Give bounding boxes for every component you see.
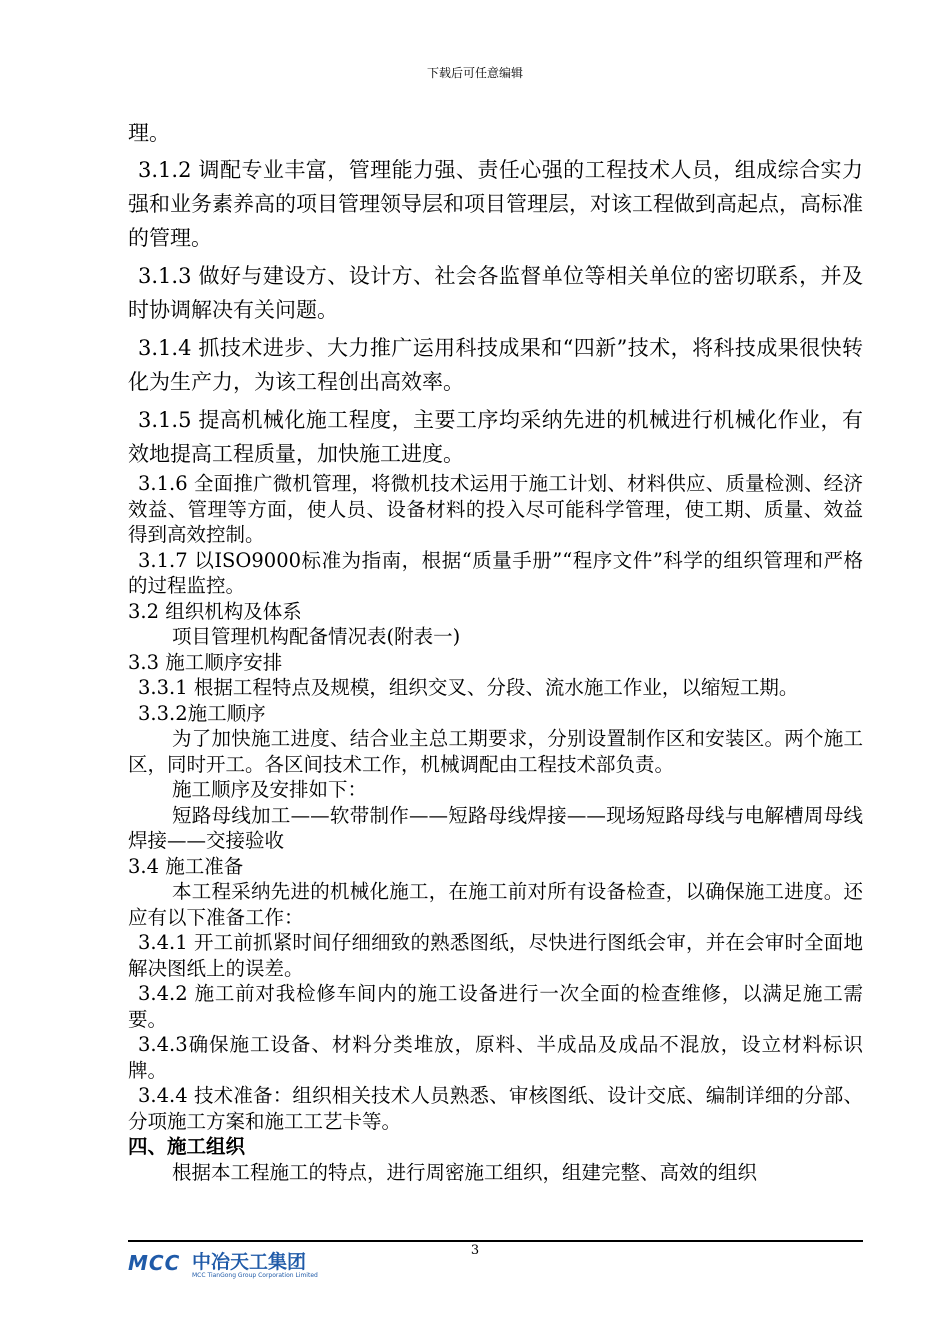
section-heading: 3.3 施工顺序安排 — [128, 650, 283, 674]
paragraph: 施工顺序及安排如下： — [172, 778, 368, 801]
page-header: 下载后可任意编辑 — [426, 66, 523, 80]
logo-subtitle: MCC TianGong Group Corporation Limited — [192, 1272, 318, 1279]
paragraph: 3.1.2 调配专业丰富，管理能力强、责任心强的工程技术人员，组成综合实力强和业务素养高的项目管理领导层和项目管理层，对该工程做到高起点，高标准的管理。 — [128, 158, 863, 250]
company-logo — [128, 1245, 368, 1281]
logo-mark: MCC — [128, 1251, 181, 1275]
paragraph: 理。 — [128, 121, 170, 145]
paragraph: 3.1.7 以ISO9000标准为指南，根据“质量手册”“程序文件”科学的组织管理和严格的过程监控。 — [128, 548, 863, 597]
paragraph: 3.4.3确保施工设备、材料分类堆放，原料、半成品及成品不混放，设立材料标识牌。 — [128, 1033, 863, 1082]
paragraph: 短路母线加工——软带制作——短路母线焊接——现场短路母线与电解槽周母线焊接——交接验收 — [128, 803, 863, 852]
section-heading: 3.4 施工准备 — [128, 854, 244, 878]
paragraph: 项目管理机构配备情况表(附表一) — [172, 625, 461, 648]
paragraph: 3.4.2 施工前对我检修车间内的施工设备进行一次全面的检查维修，以满足施工需要。 — [128, 982, 863, 1031]
page-number: 3 — [470, 1243, 480, 1258]
paragraph: 为了加快施工进度、结合业主总工期要求，分别设置制作区和安装区。两个施工区，同时开工。各区间技术工作，机械调配由工程技术部负责。 — [128, 727, 863, 776]
paragraph: 3.1.6 全面推广微机管理，将微机技术运用于施工计划、材料供应、质量检测、经济效益、管理等方面，使人员、设备材料的投入尽可能科学管理，使工期、质量、效益得到高效控制。 — [128, 472, 863, 546]
paragraph: 3.1.5 提高机械化施工程度，主要工序均采纳先进的机械进行机械化作业，有效地提高工程质量，加快施工进度。 — [128, 408, 863, 466]
paragraph: 3.4.1 开工前抓紧时间仔细细致的熟悉图纸，尽快进行图纸会审，并在会审时全面地解决图纸上的误差。 — [128, 931, 863, 980]
logo-name: 中冶天工集团 — [192, 1251, 307, 1273]
paragraph: 3.4.4 技术准备：组织相关技术人员熟悉、审核图纸、设计交底、编制详细的分部、分项施工方案和施工工艺卡等。 — [128, 1084, 863, 1133]
paragraph: 3.1.3 做好与建设方、设计方、社会各监督单位等相关单位的密切联系，并及时协调解决有关问题。 — [128, 264, 863, 322]
paragraph: 根据本工程施工的特点，进行周密施工组织，组建完整、高效的组织 — [172, 1160, 758, 1184]
chapter-heading: 四、施工组织 — [128, 1135, 246, 1158]
paragraph: 3.1.4 抓技术进步、大力推广运用科技成果和“四新”技术，将科技成果很快转化为生产力，为该工程创出高效率。 — [128, 336, 863, 394]
document-body — [128, 118, 863, 1185]
section-heading: 3.2 组织机构及体系 — [128, 599, 302, 623]
paragraph: 3.3.1 根据工程特点及规模，组织交叉、分段、流水施工作业，以缩短工期。 — [138, 676, 799, 699]
paragraph: 3.3.2施工顺序 — [138, 701, 266, 725]
footer-divider — [128, 1240, 863, 1242]
paragraph: 本工程采纳先进的机械化施工，在施工前对所有设备检查，以确保施工进度。还应有以下准备工作： — [128, 880, 863, 929]
